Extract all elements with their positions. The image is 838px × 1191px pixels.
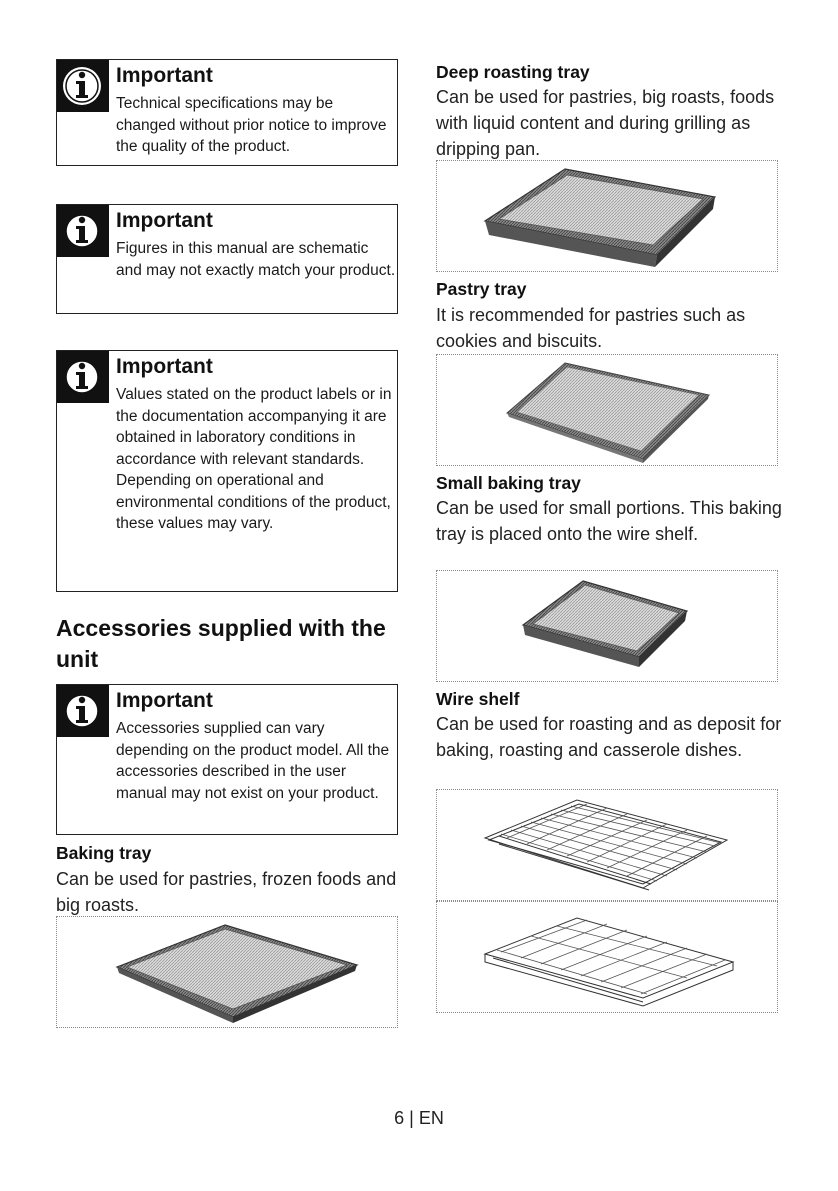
wire-shelf-illustration [437, 902, 777, 1012]
pastry-tray-image [436, 354, 778, 466]
wire-shelf-image [436, 789, 778, 901]
info-icon [57, 60, 109, 112]
deep-roasting-tray-text: Can be used for pastries, big roasts, foods with liquid content and during grilling as dripping pan. [436, 87, 775, 159]
small-baking-tray-title: Small baking tray [436, 473, 581, 493]
deep-roasting-tray-title: Deep roasting tray [436, 62, 590, 82]
wire-shelf-text: Can be used for roasting and as deposit for baking, roasting and casserole dishes. [436, 714, 782, 760]
note-text: Accessories supplied can vary depending on the product model. All the accessories described in the user manual may not exist on your product. [116, 720, 390, 802]
important-note [56, 684, 398, 835]
shelf-wires [501, 804, 721, 881]
important-note [56, 59, 398, 166]
important-note [56, 204, 398, 314]
section-heading: Accessories supplied with the unit [56, 615, 386, 672]
small-baking-tray-text: Can be used for small portions. This baking tray is placed onto the wire shelf. [436, 498, 782, 544]
baking-tray-image [56, 916, 398, 1028]
tray-illustration [437, 355, 777, 465]
tray-illustration [57, 917, 397, 1027]
note-title: Important [116, 64, 213, 87]
info-icon [57, 351, 109, 403]
note-title: Important [116, 689, 213, 712]
tray-illustration [437, 571, 777, 681]
small-baking-tray-image [436, 570, 778, 682]
note-title: Important [116, 355, 213, 378]
note-text: Values stated on the product labels or in the documentation accompanying it are obtained in laboratory conditions in accordance with relevant standards. Depending on operational and environmental conditions of the product, these values may vary. [116, 386, 392, 532]
wire-shelf-title: Wire shelf [436, 689, 520, 709]
pastry-tray-text: It is recommended for pastries such as cookies and biscuits. [436, 305, 746, 351]
info-icon [57, 205, 109, 257]
note-text: Technical specifications may be changed without prior notice to improve the quality of the product. [116, 95, 387, 155]
page-number: 6 | EN [394, 1108, 444, 1128]
note-text: Figures in this manual are schematic and may not exactly match your product. [116, 240, 396, 279]
wire-shelf-illustration [437, 790, 777, 900]
baking-tray-text: Can be used for pastries, frozen foods and big roasts. [56, 869, 397, 915]
note-title: Important [116, 209, 213, 232]
important-note [56, 350, 398, 592]
baking-tray-title: Baking tray [56, 843, 152, 863]
wire-shelf-image-2 [436, 901, 778, 1013]
info-icon [57, 685, 109, 737]
tray-illustration [437, 161, 777, 271]
pastry-tray-title: Pastry tray [436, 279, 527, 299]
deep-roasting-tray-image [436, 160, 778, 272]
